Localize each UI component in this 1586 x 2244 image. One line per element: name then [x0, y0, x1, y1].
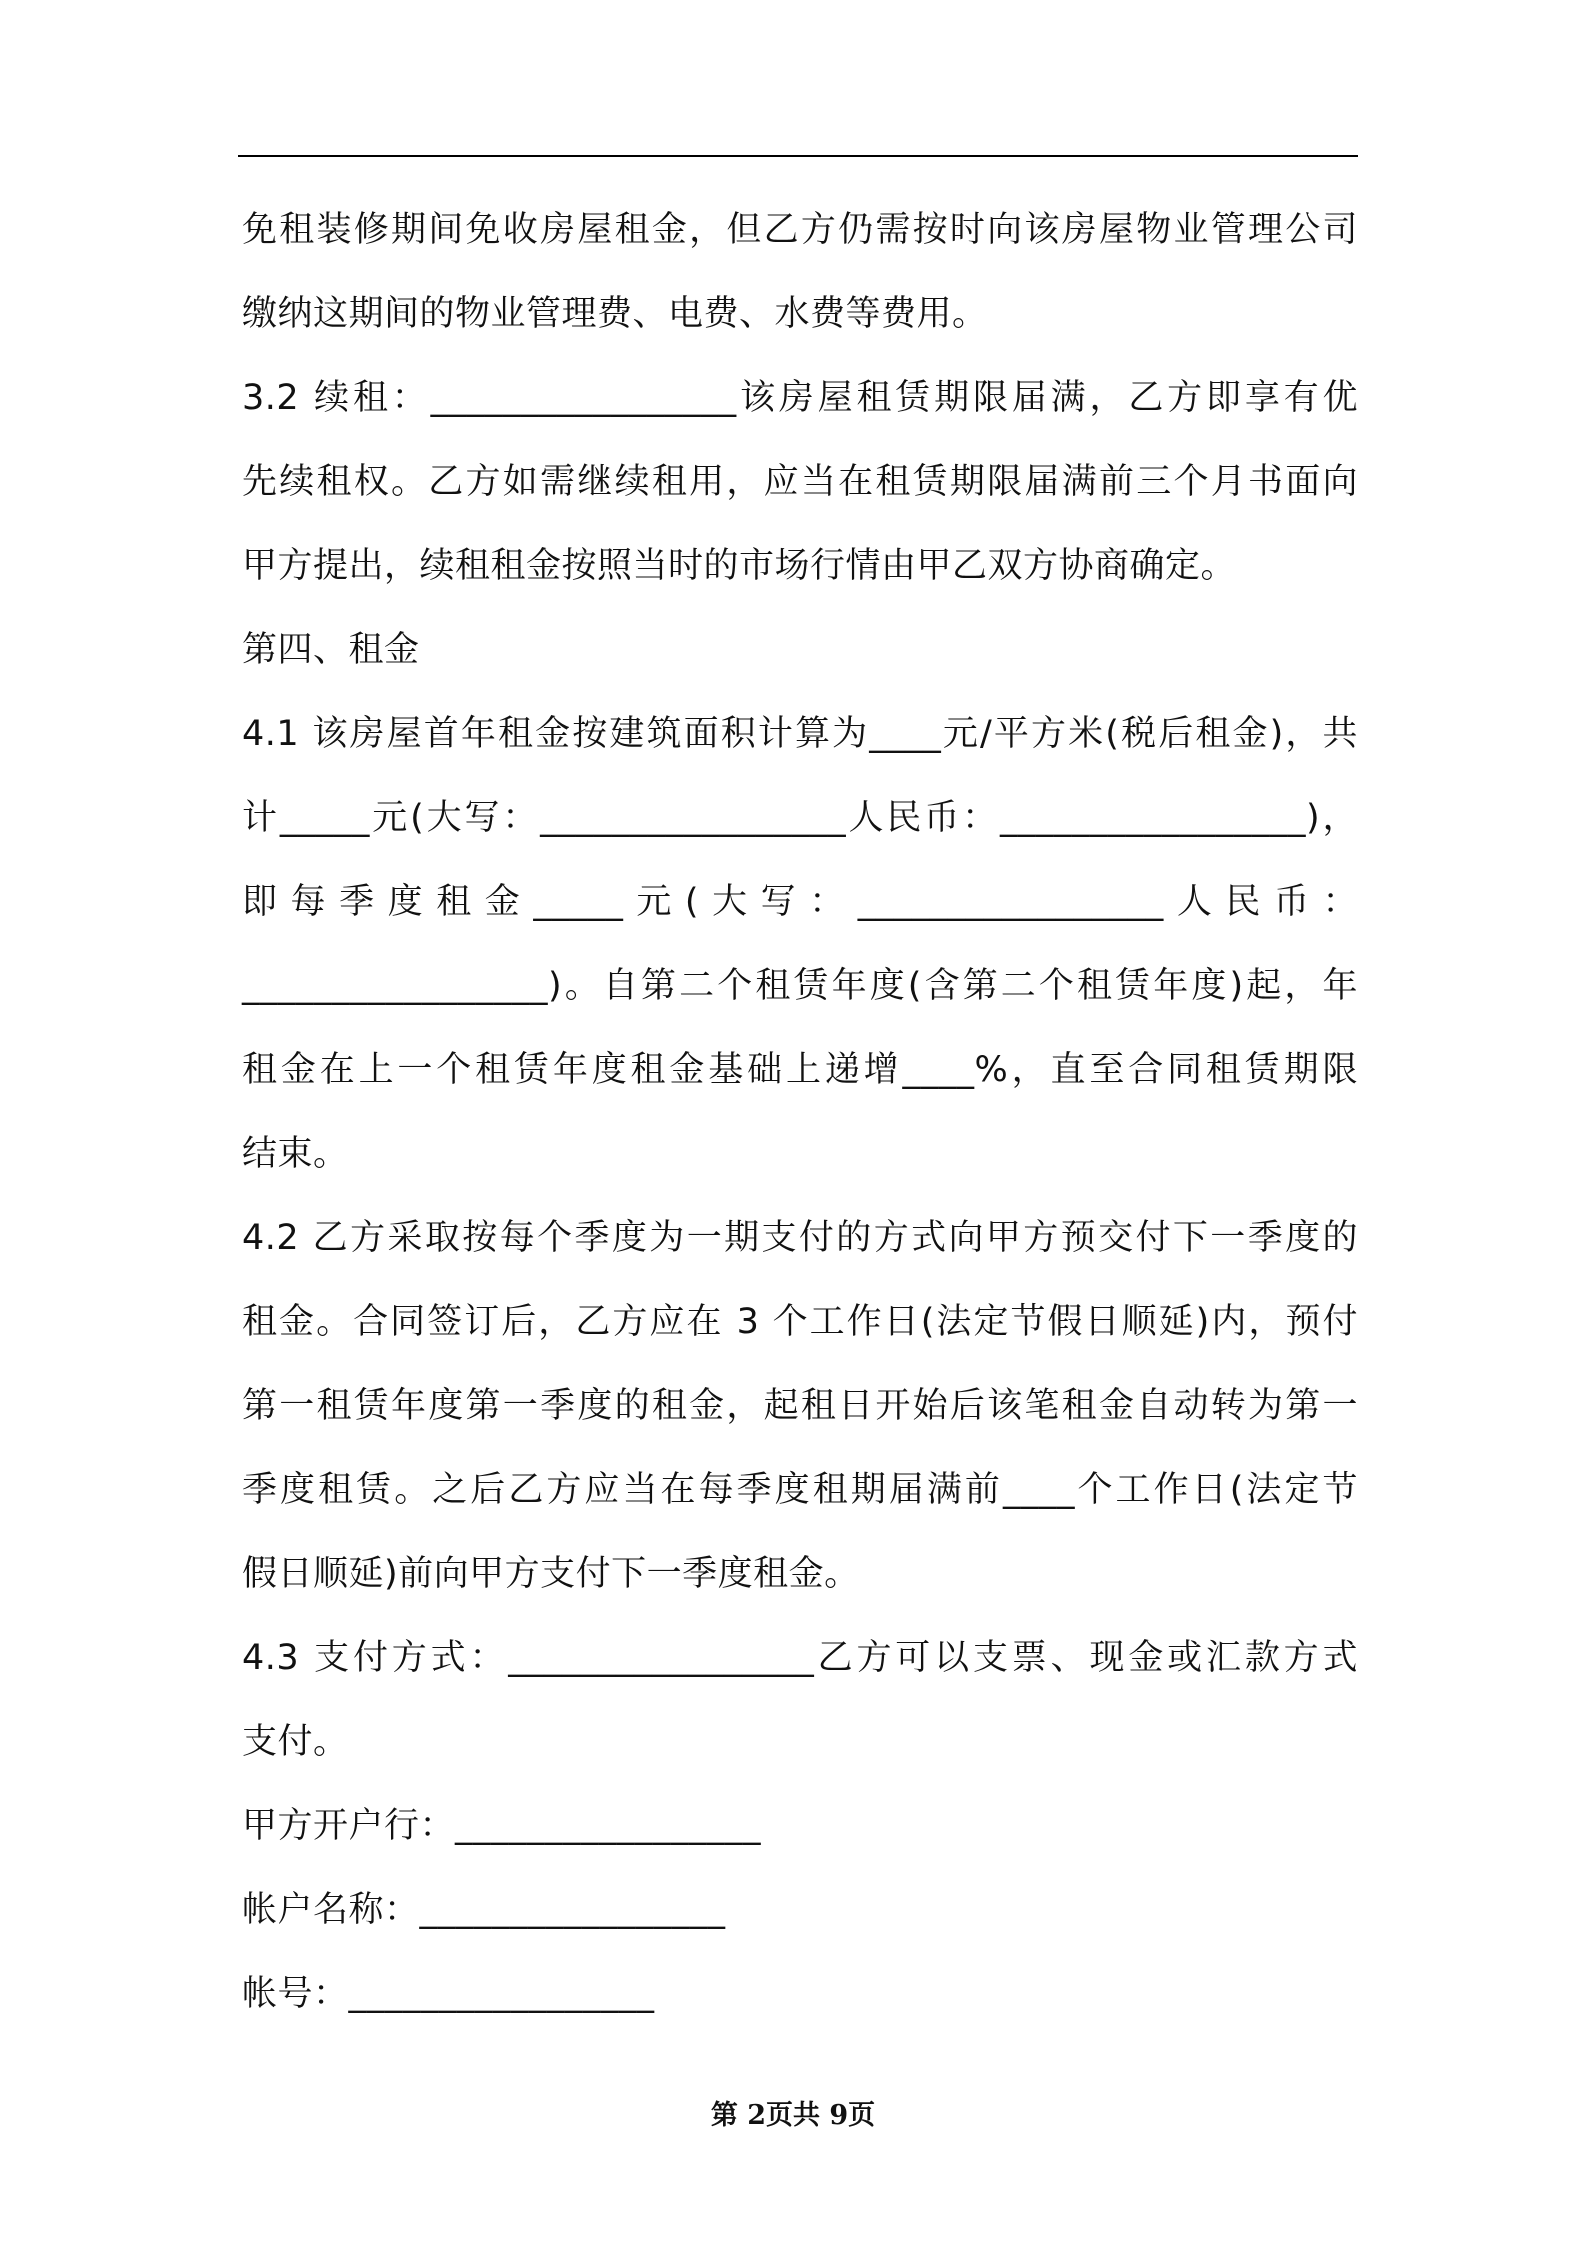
text-line: 4.3 支付方式：_________________乙方可以支票、现金或汇款方式: [242, 1638, 1358, 1678]
account-number-line: 帐号：_________________: [242, 1974, 655, 2014]
text-line: 租金在上一个租赁年度租金基础上递增____%，直至合同租赁期限: [242, 1050, 1358, 1090]
text-line: 3.2 续租：_________________该房屋租赁期限届满，乙方即享有优: [242, 378, 1358, 418]
text-line: 4.1 该房屋首年租金按建筑面积计算为____元/平方米(税后租金)，共: [242, 714, 1358, 754]
document-body: [242, 198, 1358, 2046]
bank-field-line: 甲方开户行：_________________: [242, 1806, 762, 1846]
text-line: 甲方提出，续租租金按照当时的市场行情由甲乙双方协商确定。: [242, 546, 1237, 586]
text-line: 租金。合同签订后，乙方应在 3 个工作日(法定节假日顺延)内，预付: [242, 1302, 1358, 1342]
text-line: 计_____元(大写：_________________人民币：_________________)，: [242, 798, 1358, 838]
page-number-footer: 第 2页共 9页: [710, 2100, 876, 2131]
text-line: 支付。: [242, 1722, 349, 1762]
text-line: 缴纳这期间的物业管理费、电费、水费等费用。: [242, 294, 988, 334]
text-line: 第一租赁年度第一季度的租金，起租日开始后该笔租金自动转为第一: [242, 1386, 1358, 1426]
text-line: 季度租赁。之后乙方应当在每季度租期届满前____个工作日(法定节: [242, 1470, 1358, 1510]
text-line: 即每季度租金_____元(大写：_________________人民币：: [242, 882, 1358, 922]
text-line: 假日顺延)前向甲方支付下一季度租金。: [242, 1554, 860, 1594]
text-line: 4.2 乙方采取按每个季度为一期支付的方式向甲方预交付下一季度的: [242, 1218, 1358, 1258]
section-heading: 第四、租金: [242, 630, 420, 670]
text-line: _________________)。自第二个租赁年度(含第二个租赁年度)起，年: [242, 966, 1358, 1006]
text-line: 免租装修期间免收房屋租金，但乙方仍需按时向该房屋物业管理公司: [242, 210, 1358, 250]
text-line: 先续租权。乙方如需继续租用，应当在租赁期限届满前三个月书面向: [242, 462, 1358, 502]
account-name-line: 帐户名称：_________________: [242, 1890, 726, 1930]
header-rule: [238, 155, 1358, 157]
text-line: 结束。: [242, 1134, 349, 1174]
